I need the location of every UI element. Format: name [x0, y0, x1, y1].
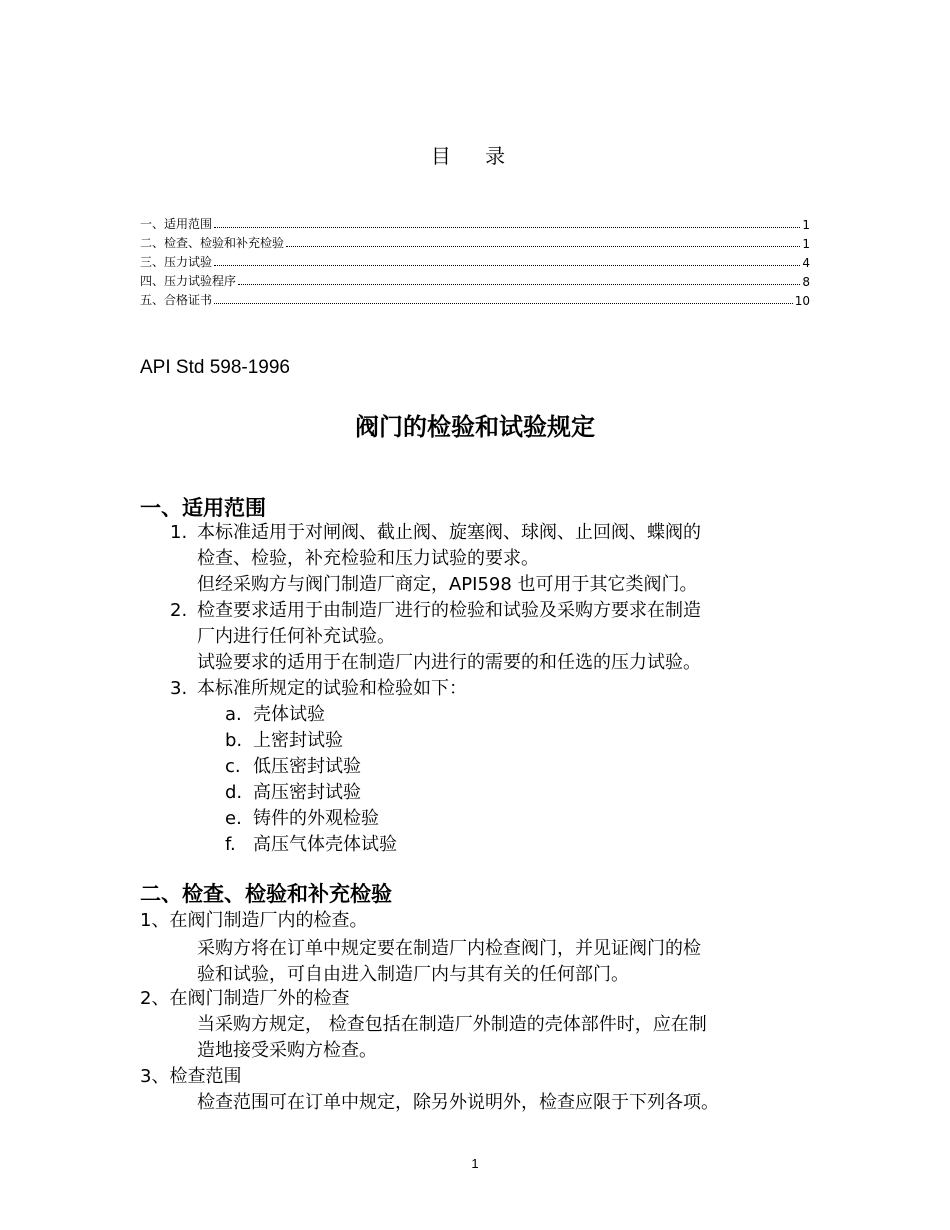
standard-id: API Std 598-1996 — [140, 357, 290, 378]
toc-entry[interactable] — [140, 270, 810, 289]
toc-leader — [214, 227, 800, 228]
list-item: 低压密封试验 — [253, 756, 361, 777]
paragraph-line: 试验要求的适用于在制造厂内进行的需要的和任选的压力试验。 — [197, 652, 701, 673]
paragraph-line: 厂内进行任何补充试验。 — [197, 626, 395, 647]
toc-entry[interactable] — [140, 289, 810, 308]
toc-entry-label: 四、压力试验程序 — [140, 274, 237, 288]
paragraph-line: 检查范围可在订单中规定，除另外说明外，检查应限于下列各项。 — [197, 1092, 719, 1113]
list-item-letter: d. — [225, 782, 243, 803]
toc-leader — [238, 284, 800, 285]
toc-entry[interactable] — [140, 251, 810, 270]
paragraph-line: 但经采购方与阀门制造厂商定，API598 也可用于其它类阀门。 — [197, 574, 698, 595]
item-number: 2. — [170, 600, 188, 621]
list-item: 高压密封试验 — [253, 782, 361, 803]
toc-title: 目 录 — [430, 144, 520, 168]
paragraph-line: 采购方将在订单中规定要在制造厂内检查阀门，并见证阀门的检 — [197, 938, 701, 959]
page-number: 1 — [471, 1156, 479, 1171]
subsection-title: 2、在阀门制造厂外的检查 — [140, 988, 350, 1009]
toc-entry-label: 二、检查、检验和补充检验 — [140, 236, 285, 250]
item-number: 1. — [170, 522, 188, 543]
toc-entry-page: 1 — [802, 218, 810, 232]
section-2-heading: 二、检查、检验和补充检验 — [140, 882, 392, 906]
list-item-letter: f. — [225, 834, 236, 855]
toc-entry[interactable] — [140, 232, 810, 251]
toc-entry-label: 一、适用范围 — [140, 217, 213, 231]
list-item-letter: a. — [225, 704, 242, 725]
section-1-heading: 一、适用范围 — [140, 496, 266, 520]
toc-entry-page: 10 — [794, 294, 810, 308]
toc-entry-page: 4 — [802, 256, 810, 270]
paragraph-line: 验和试验，可自由进入制造厂内与其有关的任何部门。 — [197, 964, 629, 985]
toc-leader — [286, 246, 800, 247]
paragraph-line: 造地接受采购方检查。 — [197, 1040, 377, 1061]
list-item: 壳体试验 — [253, 704, 325, 725]
list-item-letter: c. — [225, 756, 241, 777]
toc-entry-label: 三、压力试验 — [140, 255, 213, 269]
toc-entry-page: 1 — [802, 237, 810, 251]
paragraph-line: 本标准所规定的试验和检验如下： — [197, 678, 467, 699]
paragraph-line: 检查、检验，补充检验和压力试验的要求。 — [197, 548, 539, 569]
toc-entry-label: 五、合格证书 — [140, 293, 213, 307]
list-item-letter: b. — [225, 730, 243, 751]
paragraph-line: 检查要求适用于由制造厂进行的检验和试验及采购方要求在制造 — [197, 600, 701, 621]
table-of-contents — [140, 213, 810, 308]
toc-entry-page: 8 — [802, 275, 810, 289]
list-item: 上密封试验 — [253, 730, 343, 751]
list-item: 铸件的外观检验 — [253, 808, 379, 829]
item-number: 3. — [170, 678, 188, 699]
list-item-letter: e. — [225, 808, 242, 829]
paragraph-line: 本标准适用于对闸阀、截止阀、旋塞阀、球阀、止回阀、蝶阀的 — [197, 522, 701, 543]
toc-leader — [214, 303, 793, 304]
subsection-title: 3、检查范围 — [140, 1066, 242, 1087]
subsection-title: 1、在阀门制造厂内的检查。 — [140, 910, 368, 931]
list-item: 高压气体壳体试验 — [253, 834, 397, 855]
toc-entry[interactable] — [140, 213, 810, 232]
toc-leader — [214, 265, 800, 266]
paragraph-line: 当采购方规定， 检查包括在制造厂外制造的壳体部件时，应在制 — [197, 1014, 707, 1035]
document-title: 阀门的检验和试验规定 — [355, 413, 595, 441]
